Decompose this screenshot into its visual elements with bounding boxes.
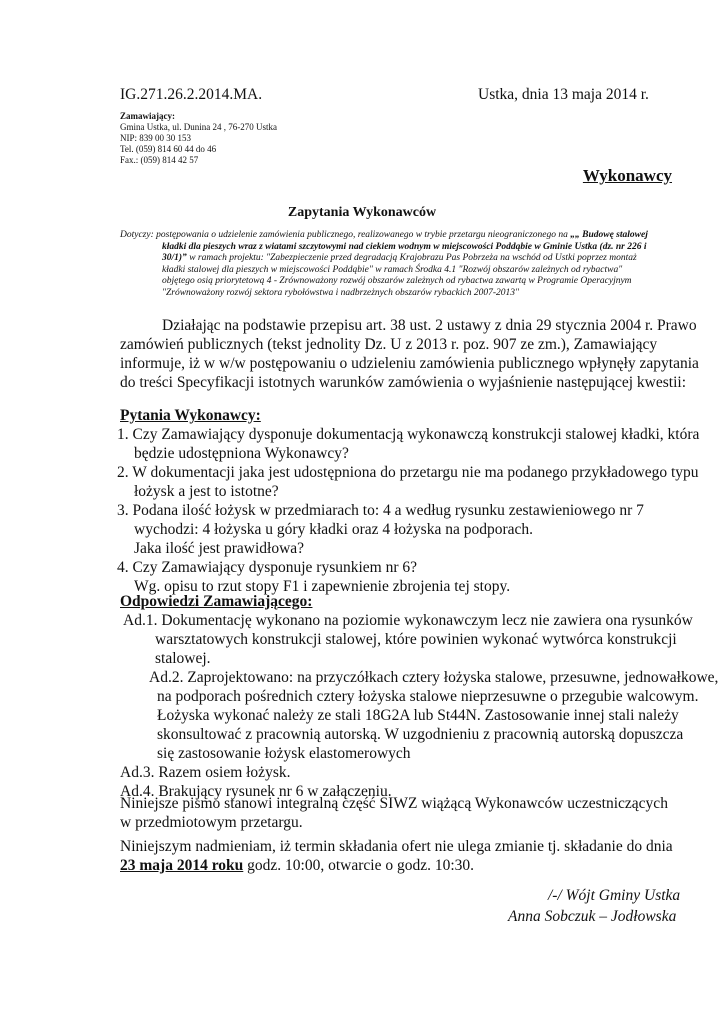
- closing-p2-line-1: Niniejszym nadmieniam, iż termin składania ofert nie ulega zmianie tj. składanie do dnia: [120, 838, 673, 855]
- question-1-cont: będzie udostępniona Wykonawcy?: [134, 445, 349, 462]
- closing-p1-line-2: w przedmiotowym przetargu.: [120, 814, 303, 831]
- intro-line-3: informuje, iż w w/w postępowaniu o udzieleniu zamówienia publicznego wpłynęły zapytania: [120, 355, 699, 372]
- page-title: Zapytania Wykonawców: [287, 205, 437, 220]
- signature-name: Anna Sobczuk – Jodłowska: [508, 908, 677, 925]
- answer-1: Ad.1. Dokumentację wykonano na poziomie wykonawczym lecz nie zawiera ona rysunków: [123, 612, 693, 629]
- answer-1-cont-2: stalowej.: [155, 650, 211, 667]
- answer-1-cont: warsztatowych konstrukcji stalowej, które powinien wykonać wytwórca konstrukcji: [155, 631, 677, 648]
- question-4-cont: Wg. opisu to rzut stopy F1 i zapewnienie zbrojenia tej stopy.: [134, 578, 511, 595]
- answer-2: Ad.2. Zaprojektowano: na przyczółkach cztery łożyska stalowe, przesuwne, jednowałkowe,: [149, 669, 719, 686]
- buyer-nip: NIP: 839 00 30 153: [120, 133, 192, 143]
- concerns-label: Dotyczy:: [120, 230, 154, 240]
- recipient: Wykonawcy: [582, 166, 672, 185]
- concerns-line-3: 30/1)” w ramach projektu: "Zabezpieczenie przed degradacją Krajobrazu Pas Pobrzeża na wschód od Ustki poprzez montaż: [162, 253, 637, 263]
- questions-section: [117, 406, 700, 596]
- question-3-cont: wychodzi: 4 łożyska u góry kładki oraz 4 łożyska na podporach.: [134, 521, 534, 538]
- deadline-date: 23 maja 2014 roku: [120, 857, 244, 874]
- reference-number: IG.271.26.2.2014.MA.: [120, 86, 263, 103]
- concerns-block: [120, 230, 676, 299]
- answers-heading: Odpowiedzi Zamawiającego:: [120, 593, 313, 610]
- closing-p1-line-1: Niniejsze pismo stanowi integralną część SIWZ wiążącą Wykonawców uczestniczących: [120, 795, 668, 812]
- closing-section: [120, 794, 676, 875]
- document-date: Ustka, dnia 13 maja 2014 r.: [478, 86, 649, 103]
- buyer-block: [120, 111, 277, 166]
- intro-line-4: do treści Specyfikacji istotnych warunków zamówienia o wyjaśnienie następującej kwestii:: [120, 374, 687, 391]
- question-1: 1. Czy Zamawiający dysponuje dokumentacją wykonawczą konstrukcji stalowej kładki, która: [117, 426, 700, 443]
- concerns-line-5: objętego osią priorytetową 4 - Zrównoważony rozwój obszarów zależnych od rybactwa zawartą w Programie Operacyjnym: [162, 276, 632, 286]
- answer-4: Ad.4. Brakujący rysunek nr 6 w załączeniu.: [120, 783, 392, 800]
- answer-2-cont-2: Łożyska wykonać należy ze stali 18G2A lub St44N. Zastosowanie innej stali należy: [157, 707, 679, 724]
- answer-2-cont: na podporach pośrednich cztery łożyska stalowe nieprzesuwne o przegubie walcowym.: [157, 688, 699, 705]
- closing-p2-line-2: 23 maja 2014 roku godz. 10:00, otwarcie o godz. 10:30.: [120, 857, 475, 874]
- concerns-line-2: kładki dla pieszych wraz z wiatami szczytowymi nad ciekiem wodnym w miejscowości Poddąbie w Gminie Ustka (dz. nr 226 i: [162, 241, 647, 252]
- intro-line-2: zamówień publicznych (tekst jednolity Dz. U z 2013 r. poz. 907 ze zm.), Zamawiający: [120, 336, 658, 353]
- question-3-cont-2: Jaka ilość jest prawidłowa?: [134, 540, 305, 557]
- answer-3: Ad.3. Razem osiem łożysk.: [120, 764, 291, 781]
- intro-paragraph: [120, 316, 699, 392]
- concerns-line-1: Dotyczy: postępowania o udzielenie zamówienia publicznego, realizowanego w trybie przetargu nieograniczonego na „„ Budowę stalowej: [120, 230, 648, 240]
- buyer-label: Zamawiający:: [120, 111, 175, 121]
- answers-section: [117, 592, 719, 801]
- intro-line-1: Działając na podstawie przepisu art. 38 ust. 2 ustawy z dnia 29 stycznia 2004 r. Prawo: [162, 317, 697, 334]
- buyer-address: Gmina Ustka, ul. Dunina 24 , 76-270 Ustka: [120, 122, 277, 132]
- questions-heading: Pytania Wykonawcy:: [120, 407, 261, 424]
- answer-2-cont-3: skonsultować z pracownią autorską. W uzgodnieniu z pracownią autorską dopuszcza: [157, 726, 684, 743]
- answer-2-cont-4: się zastosowanie łożysk elastomerowych: [157, 745, 411, 762]
- question-3: 3. Podana ilość łożysk w przedmiarach to: 4 a według rysunku zestawieniowego nr 7: [117, 502, 644, 519]
- signature-title: /-/ Wójt Gminy Ustka: [548, 887, 681, 904]
- question-2: 2. W dokumentacji jaka jest udostępniona do przetargu nie ma podanego przykładowego typu: [117, 464, 699, 481]
- concerns-line-4: kładki stalowej dla pieszych w miejscowości Poddąbie" w ramach Środka 4.1 "Rozwój obszarów zależnych od rybactwa": [162, 264, 623, 275]
- question-4: 4. Czy Zamawiający dysponuje rysunkiem nr 6?: [117, 559, 418, 576]
- buyer-fax: Fax.: (059) 814 42 57: [120, 155, 199, 165]
- buyer-phone: Tel. (059) 814 60 44 do 46: [120, 144, 217, 154]
- question-2-cont: łożysk a jest to istotne?: [134, 483, 279, 500]
- concerns-line-6: "Zrównoważony rozwój sektora rybołówstwa i nadbrzeżnych obszarów rybackich 2007-2013": [162, 287, 520, 298]
